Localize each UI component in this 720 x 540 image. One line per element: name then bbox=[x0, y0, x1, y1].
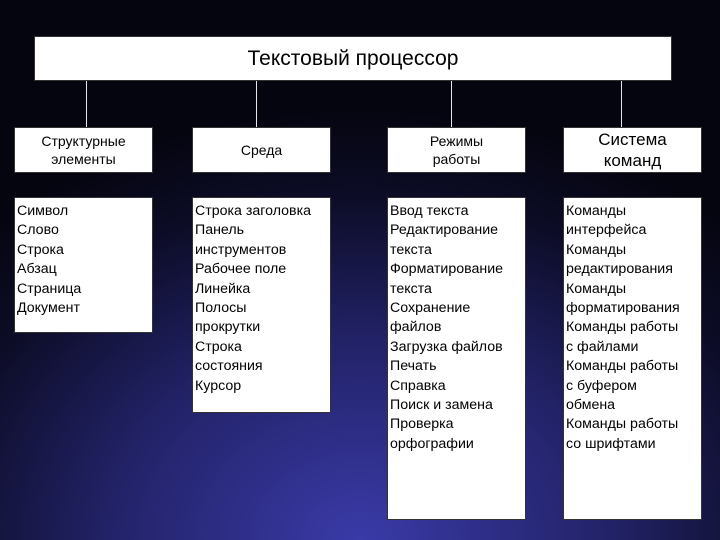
list-item: прокрутки bbox=[195, 319, 261, 336]
list-item: интерфейса bbox=[566, 222, 647, 239]
list-item: инструментов bbox=[195, 241, 287, 258]
list-item: файлов bbox=[390, 319, 442, 336]
list-item: Команды работы bbox=[566, 319, 679, 336]
list-work-modes bbox=[387, 197, 526, 520]
list-item: Ввод текста bbox=[390, 203, 469, 219]
list-structural-elements bbox=[14, 197, 153, 333]
connector-line-3 bbox=[451, 81, 452, 127]
list-item: Символ bbox=[17, 203, 69, 219]
list-item: Рабочее поле bbox=[195, 261, 287, 278]
list-item: текста bbox=[390, 241, 432, 258]
list-item: Линейка bbox=[195, 280, 251, 297]
list-item: орфографии bbox=[390, 435, 474, 452]
list-item: форматирования bbox=[566, 300, 680, 317]
connector-line-2 bbox=[256, 81, 257, 127]
list-item: состояния bbox=[195, 358, 263, 375]
list-item: с буфером bbox=[566, 377, 637, 394]
list-item: со шрифтами bbox=[566, 435, 656, 452]
list-item: редактирования bbox=[566, 261, 673, 278]
list-item: Печать bbox=[390, 358, 437, 375]
header-work-modes: Режимы работы bbox=[387, 127, 526, 173]
list-item: Поиск и замена bbox=[390, 397, 493, 414]
header-command-system: Система команд bbox=[563, 127, 702, 173]
list-item: текста bbox=[390, 280, 432, 297]
list-item: Команды bbox=[566, 241, 627, 258]
list-item: Панель bbox=[195, 222, 245, 239]
connector-line-1 bbox=[86, 81, 87, 127]
header-environment: Среда bbox=[192, 127, 331, 173]
list-item: Команды bbox=[566, 280, 627, 297]
list-item: Загрузка файлов bbox=[390, 338, 503, 355]
list-item: Команды bbox=[566, 203, 627, 219]
list-item: Слово bbox=[17, 222, 59, 239]
list-item: Справка bbox=[390, 377, 446, 394]
list-item: Строка bbox=[195, 338, 242, 355]
list-item: Редактирование bbox=[390, 222, 499, 239]
connector-line-4 bbox=[621, 81, 622, 127]
list-item: обмена bbox=[566, 397, 616, 414]
list-item: Документ bbox=[17, 300, 80, 317]
list-item: Абзац bbox=[17, 261, 57, 278]
list-item: Страница bbox=[17, 280, 82, 297]
list-item: Форматирование bbox=[390, 261, 504, 278]
list-item: Проверка bbox=[390, 416, 454, 433]
list-item: Команды работы bbox=[566, 358, 679, 375]
list-item: Команды работы bbox=[566, 416, 679, 433]
header-structural-elements: Структурные элементы bbox=[14, 127, 153, 173]
list-item: Строка заголовка bbox=[195, 203, 311, 219]
list-item: Сохранение bbox=[390, 300, 471, 317]
list-item: Строка bbox=[17, 241, 64, 258]
list-item: Полосы bbox=[195, 300, 247, 317]
list-item: Курсор bbox=[195, 377, 242, 394]
diagram-title: Текстовый процессор bbox=[34, 36, 672, 81]
list-environment bbox=[192, 197, 331, 413]
list-command-system bbox=[563, 197, 702, 520]
list-item: с файлами bbox=[566, 338, 639, 355]
